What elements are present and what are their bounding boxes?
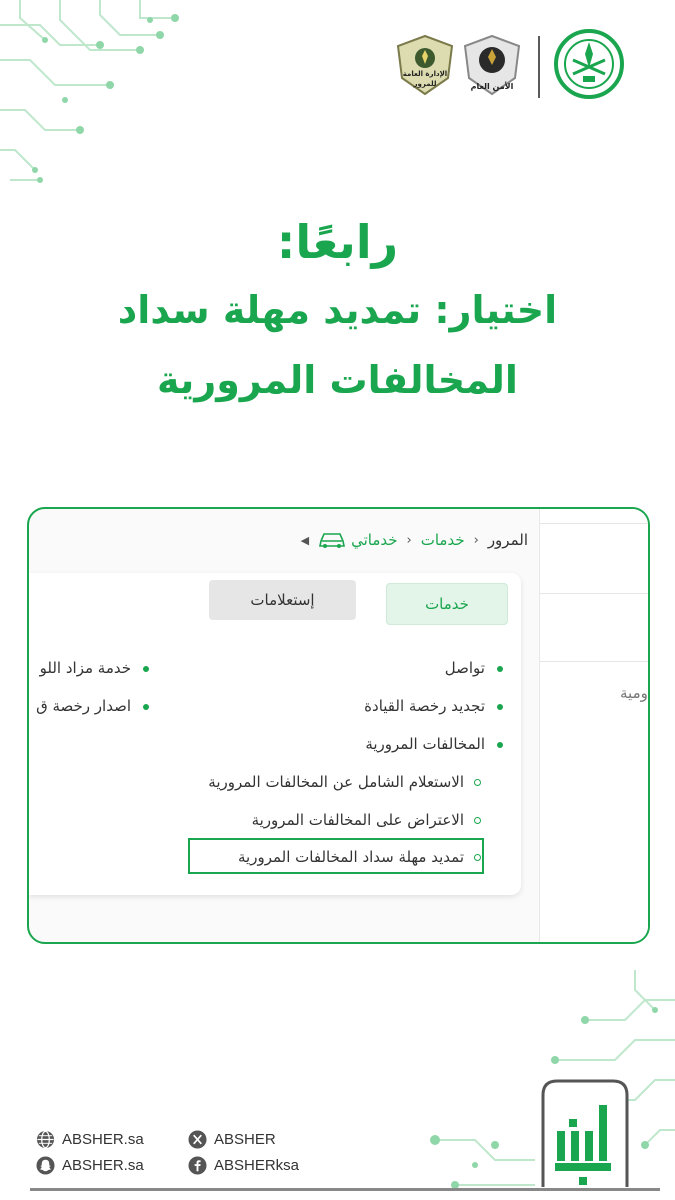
- globe-icon: [36, 1130, 55, 1149]
- footer-facebook-label: ABSHERksa: [214, 1157, 300, 1174]
- footer-snapchat-label: ABSHER.sa: [62, 1157, 144, 1174]
- service-label: اصدار رخصة ق: [36, 697, 131, 715]
- facebook-icon: [188, 1156, 207, 1175]
- service-item-contact[interactable]: [445, 659, 503, 677]
- selection-highlight-box: [188, 838, 484, 874]
- footer-website[interactable]: [36, 1130, 144, 1149]
- service-item-plates-auction[interactable]: [40, 659, 149, 677]
- tab-inquiries[interactable]: إستعلامات: [209, 580, 356, 620]
- right-content-strip: [539, 509, 649, 942]
- service-label: المخالفات المرورية: [365, 735, 485, 753]
- subitem-label: تمديد مهلة سداد المخالفات المرورية: [238, 848, 464, 866]
- footer-website-label: ABSHER.sa: [62, 1131, 144, 1148]
- service-item-traffic-violations[interactable]: [365, 735, 503, 753]
- truncated-strip-text: ومية: [620, 684, 648, 702]
- circuit-decoration-top-left: [0, 0, 210, 190]
- bullet-dot: [497, 704, 503, 710]
- ministry-emblem-icon: [553, 28, 625, 100]
- footer-x[interactable]: [188, 1130, 276, 1149]
- logo-divider: [538, 36, 540, 98]
- step-description-line-2: المخالفات المرورية: [157, 358, 518, 402]
- footer-snapchat[interactable]: [36, 1156, 144, 1175]
- absher-logo-icon: [535, 1075, 635, 1190]
- chevron-left-icon[interactable]: ◀: [300, 533, 310, 547]
- tab-services[interactable]: خدمات: [386, 583, 508, 625]
- service-item-issue-license[interactable]: [36, 697, 149, 715]
- breadcrumb: [295, 527, 528, 553]
- screenshot-panel: [27, 507, 650, 944]
- footer-facebook[interactable]: [188, 1156, 299, 1175]
- bullet-dot: [143, 666, 149, 672]
- bullet-dot: [497, 666, 503, 672]
- x-icon: [188, 1130, 207, 1149]
- snapchat-icon: [36, 1156, 55, 1175]
- service-item-renew-license[interactable]: [364, 697, 503, 715]
- breadcrumb-separator: ‹: [473, 532, 479, 548]
- hollow-bullet: [474, 779, 481, 786]
- subitem-label: الاعتراض على المخالفات المرورية: [251, 811, 464, 829]
- subitem-label: الاستعلام الشامل عن المخالفات المرورية: [208, 773, 464, 791]
- step-title: رابعًا:: [276, 215, 399, 269]
- traffic-caption-top: الإدارة العامة: [402, 70, 448, 78]
- breadcrumb-traffic: المرور: [487, 531, 528, 549]
- bullet-dot: [497, 742, 503, 748]
- breadcrumb-separator: ‹: [406, 532, 412, 548]
- police-caption: الأمن العام: [470, 82, 514, 91]
- breadcrumb-services[interactable]: خدمات: [420, 531, 465, 549]
- footer-divider: [30, 1188, 660, 1191]
- hollow-bullet: [474, 817, 481, 824]
- bullet-dot: [143, 704, 149, 710]
- service-label: تواصل: [444, 659, 485, 677]
- subitem-comprehensive-inquiry[interactable]: [208, 773, 481, 791]
- step-description-line-1: اختيار: تمديد مهلة سداد: [117, 288, 558, 332]
- service-label: خدمة مزاد اللو: [39, 659, 131, 677]
- service-label: تجديد رخصة القيادة: [364, 697, 485, 715]
- breadcrumb-my-services[interactable]: خدماتي: [351, 531, 398, 549]
- footer-x-label: ABSHER: [214, 1131, 276, 1148]
- subitem-objection[interactable]: [252, 811, 481, 829]
- traffic-caption-bottom: للمرور: [413, 80, 437, 88]
- services-card: [29, 573, 521, 895]
- car-icon: [317, 530, 347, 550]
